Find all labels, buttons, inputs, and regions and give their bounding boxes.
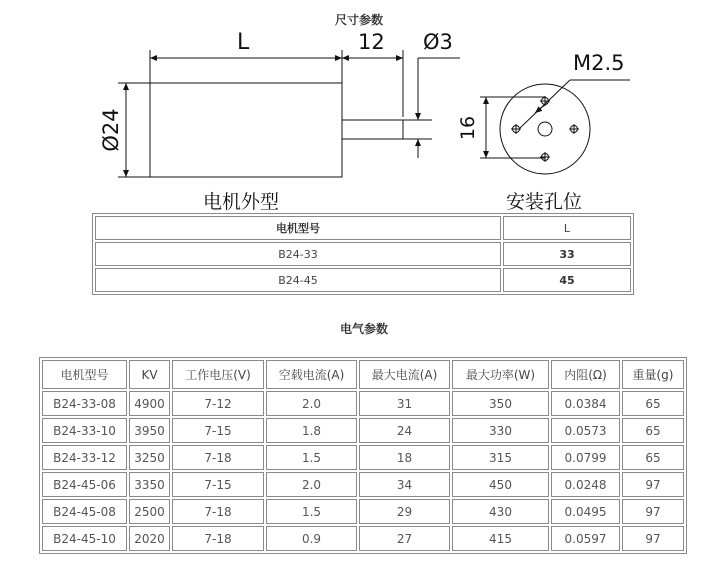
dim-label-m25: M2.5 — [573, 51, 625, 75]
center-hole — [538, 122, 552, 136]
table-cell: 1.5 — [266, 445, 357, 470]
mount-hole-left — [511, 124, 521, 134]
table-cell: 7-15 — [172, 472, 264, 497]
table-row — [42, 391, 684, 416]
table-cell: 27 — [359, 526, 450, 551]
table-header-cell: L — [503, 216, 631, 240]
dimensions-title: 尺寸参数 — [334, 13, 383, 27]
table-header-row — [42, 360, 684, 389]
table-cell: 7-15 — [172, 418, 264, 443]
table-header-cell: 电机型号 — [42, 360, 127, 389]
table-cell: 34 — [359, 472, 450, 497]
table-cell: 65 — [622, 418, 684, 443]
mount-hole-bottom — [540, 152, 550, 162]
motor-body — [150, 83, 342, 177]
table-cell: B24-33-08 — [42, 391, 127, 416]
table-header-cell: 电机型号 — [95, 216, 501, 240]
table-cell: B24-33-10 — [42, 418, 127, 443]
mount-hole-right — [569, 124, 579, 134]
table-row — [42, 445, 684, 470]
table-cell: 3250 — [129, 445, 170, 470]
table-cell: 0.9 — [266, 526, 357, 551]
table-row — [42, 472, 684, 497]
table-cell: 350 — [452, 391, 549, 416]
table-cell: 0.0573 — [551, 418, 620, 443]
table-cell: 315 — [452, 445, 549, 470]
table-row — [95, 242, 631, 266]
table-cell: 97 — [622, 526, 684, 551]
table-cell: 1.8 — [266, 418, 357, 443]
electrical-title: 电气参数 — [339, 322, 388, 336]
table-cell: 7-18 — [172, 526, 264, 551]
table-cell: 31 — [359, 391, 450, 416]
table-cell: B24-45-10 — [42, 526, 127, 551]
table-cell: 33 — [503, 242, 631, 266]
table-cell: B24-45 — [95, 268, 501, 292]
motor-outline-label: 电机外型 — [203, 191, 280, 213]
table-cell: B24-33-12 — [42, 445, 127, 470]
table-cell: 415 — [452, 526, 549, 551]
table-row — [42, 526, 684, 551]
table-cell: 24 — [359, 418, 450, 443]
table-cell: B24-45-06 — [42, 472, 127, 497]
table-cell: 65 — [622, 391, 684, 416]
table-cell: 0.0384 — [551, 391, 620, 416]
table-cell: 3950 — [129, 418, 170, 443]
table-cell: 45 — [503, 268, 631, 292]
table-header-cell: 最大功率(W) — [452, 360, 549, 389]
dim-label-d24: Ø24 — [99, 108, 123, 152]
table-cell: 97 — [622, 472, 684, 497]
table-cell: 450 — [452, 472, 549, 497]
table-header-cell: 内阻(Ω) — [551, 360, 620, 389]
table-cell: 65 — [622, 445, 684, 470]
table-header-cell: 最大电流(A) — [359, 360, 450, 389]
table-cell: 7-18 — [172, 499, 264, 524]
table-row — [42, 499, 684, 524]
table-header-cell: 空载电流(A) — [266, 360, 357, 389]
table-cell: 4900 — [129, 391, 170, 416]
table-cell: 97 — [622, 499, 684, 524]
dim-label-12: 12 — [358, 30, 385, 54]
table-cell: 330 — [452, 418, 549, 443]
mount-holes-label: 安装孔位 — [506, 191, 583, 213]
table-cell: 0.0248 — [551, 472, 620, 497]
table-cell: 2500 — [129, 499, 170, 524]
table-cell: 29 — [359, 499, 450, 524]
table-row — [42, 418, 684, 443]
table-header-cell: 工作电压(V) — [172, 360, 264, 389]
table-header-cell: KV — [129, 360, 170, 389]
table-cell: 0.0495 — [551, 499, 620, 524]
table-cell: B24-33 — [95, 242, 501, 266]
dim-label-L: L — [237, 30, 250, 55]
table-cell: 18 — [359, 445, 450, 470]
table-header-cell: 重量(g) — [622, 360, 684, 389]
table-cell: 0.0799 — [551, 445, 620, 470]
length-table — [92, 213, 634, 295]
table-cell: 7-12 — [172, 391, 264, 416]
dim-label-16: 16 — [457, 115, 479, 141]
table-cell: 2.0 — [266, 391, 357, 416]
table-cell: 7-18 — [172, 445, 264, 470]
table-cell: 3350 — [129, 472, 170, 497]
table-cell: 1.5 — [266, 499, 357, 524]
dim-label-d3: Ø3 — [423, 30, 453, 54]
electrical-table — [39, 357, 687, 554]
table-row — [95, 268, 631, 292]
table-cell: B24-45-08 — [42, 499, 127, 524]
table-cell: 2020 — [129, 526, 170, 551]
table-cell: 2.0 — [266, 472, 357, 497]
table-header-row — [95, 216, 631, 240]
table-cell: 0.0597 — [551, 526, 620, 551]
motor-shaft — [342, 120, 403, 139]
table-cell: 430 — [452, 499, 549, 524]
